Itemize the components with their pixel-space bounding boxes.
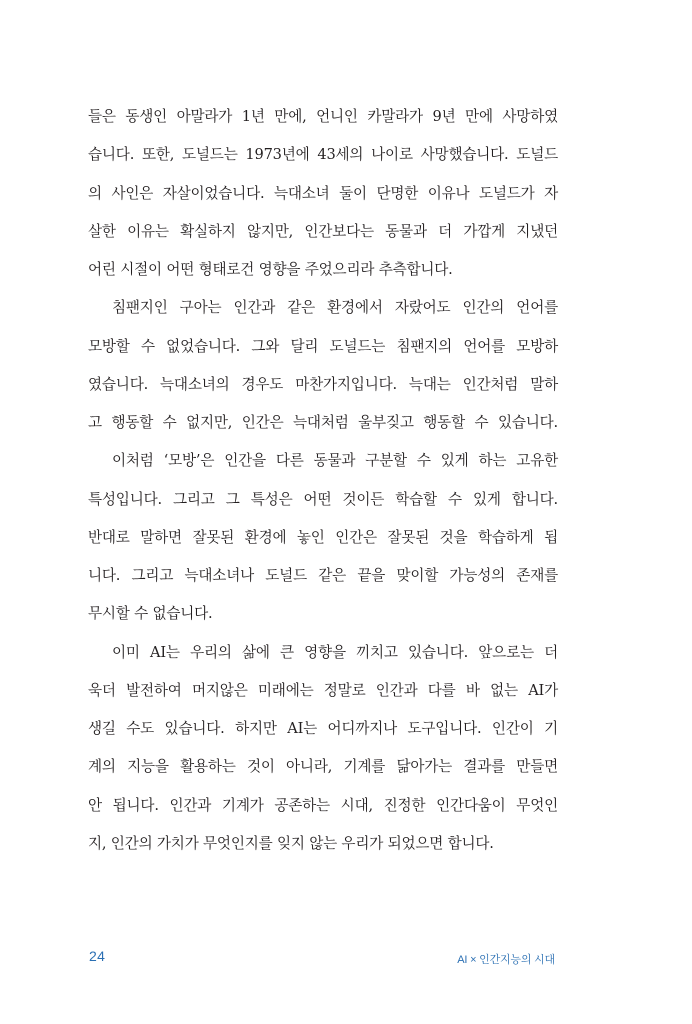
- text-line: 특성입니다. 그리고 그 특성은 어떤 것이든 학습할 수 있게 합니다.: [88, 490, 558, 508]
- text-line: 어린 시절이 어떤 형태로건 영향을 주었으리라 추측합니다.: [88, 261, 453, 278]
- paragraph-first-line: 침팬지인 구아는 인간과 같은 환경에서 자랐어도 인간의 언어를: [112, 299, 558, 317]
- text-line: 니다. 그리고 늑대소녀나 도널드 같은 끝을 맞이할 가능성의 존재를: [88, 567, 558, 584]
- text-line: 계의 지능을 활용하는 것이 아니라, 기계를 닮아가는 결과를 만들면: [88, 758, 558, 776]
- text-line: 지, 인간의 가치가 무엇인지를 잊지 않는 우리가 되었으면 합니다.: [88, 834, 494, 852]
- text-line: 고 행동할 수 없지만, 인간은 늑대처럼 울부짖고 행동할 수 있습니다.: [88, 414, 558, 431]
- text-line: 욱더 발전하여 머지않은 미래에는 정말로 인간과 다를 바 없는 AI가: [88, 681, 558, 699]
- paragraph-first-line: 이미 AI는 우리의 삶에 큰 영향을 끼치고 있습니다. 앞으로는 더: [112, 643, 558, 661]
- text-line: 살한 이유는 확실하지 않지만, 인간보다는 동물과 더 가깝게 지냈던: [88, 222, 558, 240]
- text-line: 안 됩니다. 인간과 기계가 공존하는 시대, 진정한 인간다움이 무엇인: [88, 796, 558, 814]
- paragraph-first-line: 이처럼 ‘모방’은 인간을 다른 동물과 구분할 수 있게 하는 고유한: [112, 452, 558, 470]
- text-line: 반대로 말하면 잘못된 환경에 놓인 인간은 잘못된 것을 학습하게 됩: [88, 528, 558, 546]
- text-line: 들은 동생인 아말라가 1년 만에, 언니인 카말라가 9년 만에 사망하였: [88, 108, 558, 125]
- text-line: 생길 수도 있습니다. 하지만 AI는 어디까지나 도구입니다. 인간이 기: [88, 720, 558, 737]
- running-title: AI × 인간지능의 시대: [457, 954, 555, 966]
- page-number: 24: [89, 948, 106, 964]
- text-line: 습니다. 또한, 도널드는 1973년에 43세의 나이로 사망했습니다. 도널드: [88, 146, 558, 164]
- text-line: 모방할 수 없었습니다. 그와 달리 도널드는 침팬지의 언어를 모방하: [88, 337, 558, 355]
- text-line: 였습니다. 늑대소녀의 경우도 마찬가지입니다. 늑대는 인간처럼 말하: [88, 375, 558, 393]
- text-line: 무시할 수 없습니다.: [88, 605, 213, 623]
- body-text: [88, 98, 558, 863]
- text-line: 의 사인은 자살이었습니다. 늑대소녀 둘이 단명한 이유나 도널드가 자: [88, 184, 558, 202]
